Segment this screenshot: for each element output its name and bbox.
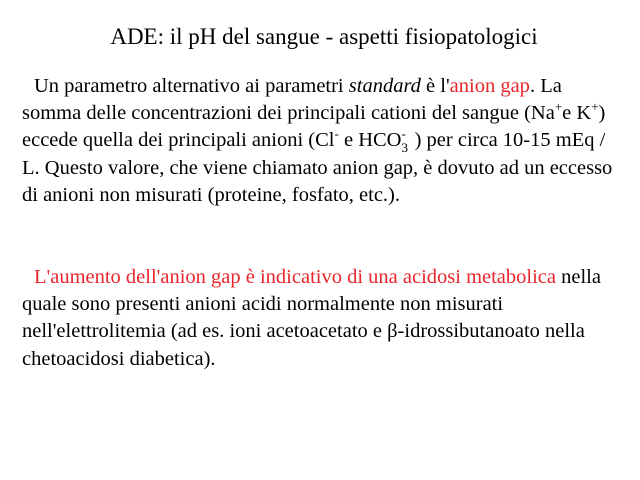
slide-title: ADE: il pH del sangue - aspetti fisiopatologici (110, 24, 538, 49)
highlight-metabolic-acidosis: L'aumento dell'anion gap è indicativo di una acidosi metabolica (34, 266, 556, 288)
bicarbonate-sub-sup (401, 126, 409, 156)
sodium-charge: + (554, 99, 563, 115)
text-run: è l' (420, 75, 450, 97)
bicarbonate-charge: - (401, 126, 406, 142)
text-run: nella quale sono presenti anioni acidi normalmente non misurati nell'elettrolitemia (ad es. ioni acetoacetato e β-idrossibutanoato nella chetoacidosi diabetica). (22, 266, 601, 370)
text-run: ) eccede quella dei principali anioni (Cl (22, 102, 606, 152)
potassium-charge: + (591, 99, 599, 115)
paragraph-anion-gap-definition (22, 73, 622, 209)
chloride-charge: - (334, 126, 339, 142)
italic-term-standard: standard (348, 75, 421, 97)
text-run: e HCO (338, 129, 402, 152)
text-run: Un parametro alternativo ai parametri (34, 75, 349, 97)
text-run: e K (562, 102, 592, 125)
text-run: ) per circa 10-15 mEq / L. Questo valore, che viene chiamato anion gap, è dovuto ad un eccesso di anioni non misurati (proteine, fosfato, etc.). (22, 129, 613, 206)
text-run: . La somma delle concentrazioni dei principali cationi del sangue (Na (22, 75, 562, 125)
highlight-anion-gap: anion gap (449, 75, 530, 97)
bicarbonate-subscript: 3 (401, 140, 408, 156)
paragraph-metabolic-acidosis (22, 264, 622, 373)
